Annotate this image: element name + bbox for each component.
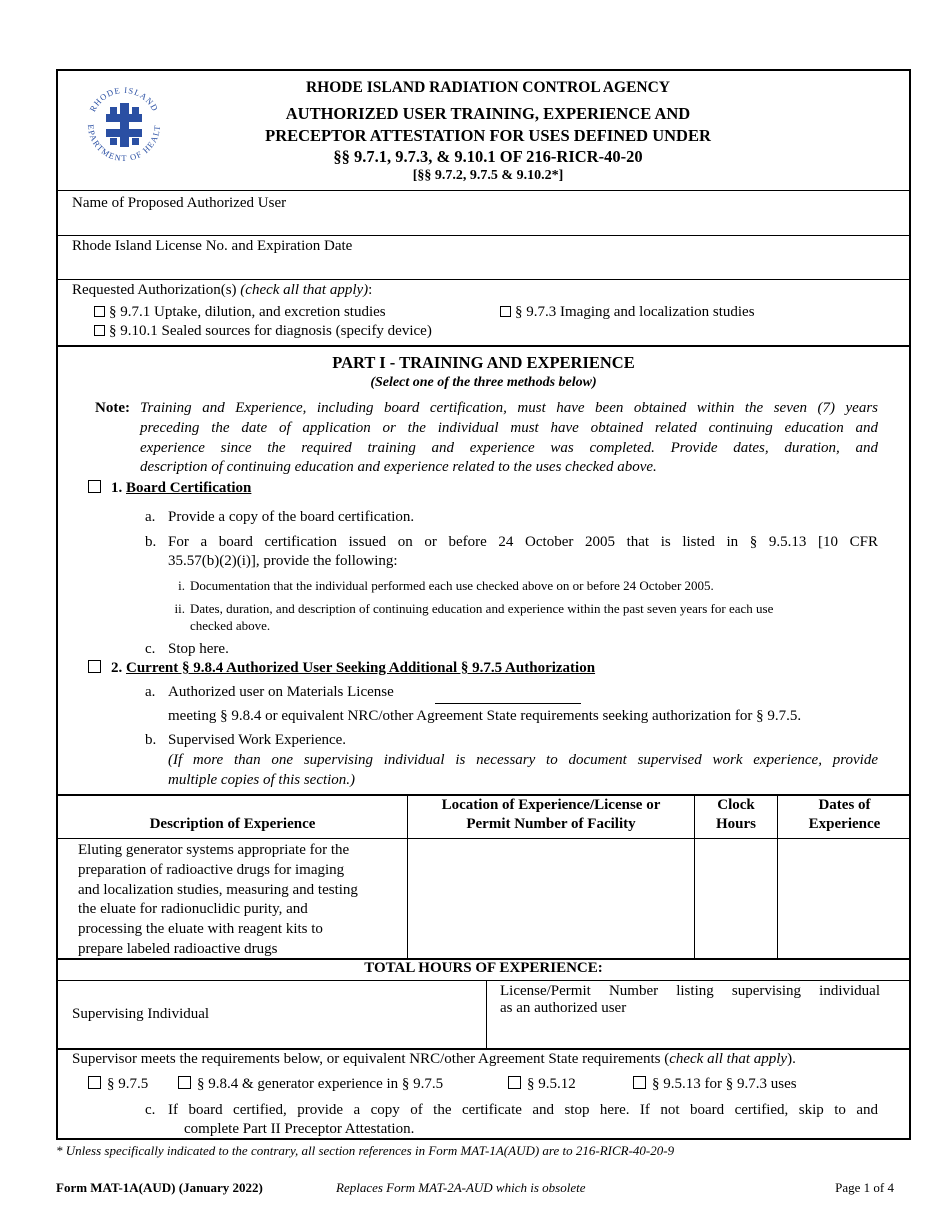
note-line-2: preceding the date of application or the individual must have obtained related continuing education and — [140, 420, 878, 436]
note-label: Note: — [95, 400, 130, 416]
requirement-9-5-13[interactable]: § 9.5.13 for § 9.7.3 uses — [633, 1076, 797, 1093]
checkbox-9-7-3[interactable] — [500, 306, 511, 317]
checkbox-current-authorized-user[interactable] — [88, 660, 101, 673]
form-title-line-4: [§§ 9.7.2, 9.7.5 & 9.10.2*] — [412, 168, 564, 183]
total-hours-label: TOTAL HOURS OF EXPERIENCE: — [364, 960, 603, 976]
m1-b-i-text: Documentation that the individual performed each use checked above on or before 24 October 2005. — [190, 578, 714, 593]
svg-text:RHODE ISLAND: RHODE ISLAND — [87, 84, 161, 114]
department-of-health-seal-icon — [80, 81, 168, 169]
divider — [58, 1048, 909, 1050]
header-location-line-2: Permit Number of Facility — [466, 816, 636, 832]
part-1-subtitle: (Select one of the three methods below) — [370, 375, 597, 390]
m2-b-line-2: (If more than one supervising individual is necessary to document supervised work experience, provide — [168, 752, 878, 768]
checkbox-9-7-1[interactable] — [94, 306, 105, 317]
form-title-line-1: AUTHORIZED USER TRAINING, EXPERIENCE AND — [285, 104, 691, 123]
method-2-title: Current § 9.8.4 Authorized User Seeking Additional § 9.7.5 Authorization — [126, 660, 596, 676]
table-row-divider — [58, 980, 909, 981]
divider — [58, 235, 909, 236]
method-2-current-authorized-user[interactable] — [88, 660, 595, 677]
m2-b-letter: b. — [145, 732, 157, 748]
proposed-user-name-field[interactable] — [60, 216, 907, 234]
experience-line: and localization studies, measuring and testing — [78, 881, 358, 898]
header-clock-hours-line-1: Clock — [717, 797, 755, 813]
header-clock-hours-line-2: Hours — [715, 816, 756, 832]
replaces-note: Replaces Form MAT-2A-AUD which is obsolete — [336, 1180, 586, 1195]
supervisor-c-letter: c. — [145, 1102, 156, 1118]
option-9-7-3[interactable] — [500, 304, 755, 321]
m1-b-i-num: i. — [178, 578, 185, 593]
checkbox-req-9-7-5[interactable] — [88, 1076, 101, 1089]
checkbox-req-9-8-4[interactable] — [178, 1076, 191, 1089]
experience-line: prepare labeled radioactive drugs — [78, 940, 278, 957]
checkbox-req-9-5-12[interactable] — [508, 1076, 521, 1089]
clock-hours-cell[interactable] — [697, 841, 775, 957]
note-line-1: Training and Experience, including board certification, must have been obtained within the seven (7) years — [140, 400, 878, 416]
requirement-9-7-5[interactable]: § 9.7.5 — [88, 1076, 148, 1093]
option-9-7-1[interactable] — [94, 304, 386, 321]
method-1-board-certification[interactable] — [88, 480, 251, 497]
dates-cell[interactable] — [780, 841, 909, 957]
requirement-9-8-4[interactable]: § 9.8.4 & generator experience in § 9.7.5 — [178, 1076, 443, 1093]
checkbox-9-10-1[interactable] — [94, 325, 105, 336]
m2-a-line-2: meeting § 9.8.4 or equivalent NRC/other Agreement State requirements seeking authorization for § 9.7.5. — [168, 708, 802, 724]
page-number: Page 1 of 4 — [835, 1180, 894, 1195]
m1-c-letter: c. — [145, 641, 156, 657]
method-2-number: 2. — [111, 660, 123, 676]
divider — [58, 345, 909, 347]
form-frame — [56, 69, 911, 1140]
form-title-line-2: PRECEPTOR ATTESTATION FOR USES DEFINED UNDER — [265, 126, 711, 145]
supervisor-col-divider — [486, 980, 487, 1048]
m2-b-line-3: multiple copies of this section.) — [168, 772, 356, 788]
agency-name: RHODE ISLAND RADIATION CONTROL AGENCY — [305, 79, 670, 96]
divider — [58, 279, 909, 280]
form-title-line-3: §§ 9.7.1, 9.7.3, & 9.10.1 OF 216-RICR-40-20 — [333, 147, 643, 166]
supervisor-meets-text: Supervisor meets the requirements below, or equivalent NRC/other Agreement State requirements (check all that apply). — [72, 1051, 796, 1067]
header-dates-line-2: Experience — [808, 816, 881, 832]
experience-line: preparation of radioactive drugs for imaging — [78, 861, 345, 878]
supervising-individual-label: Supervising Individual — [72, 1006, 210, 1022]
experience-line: the eluate for radionuclidic purity, and — [78, 901, 308, 918]
header-dates-line-1: Dates of — [818, 797, 871, 813]
m1-c-text: Stop here. — [168, 641, 229, 657]
note-line-3: experience since the required training and experience was completed. Provide dates, duration, and — [140, 440, 878, 456]
form-id: Form MAT-1A(AUD) (January 2022) — [56, 1180, 263, 1195]
location-cell[interactable] — [410, 841, 692, 957]
option-9-10-1[interactable] — [94, 323, 432, 340]
table-header-divider — [58, 838, 909, 839]
method-1-title: Board Certification — [126, 480, 252, 496]
option-9-7-3-label: § 9.7.3 Imaging and localization studies — [515, 304, 755, 320]
divider — [58, 190, 909, 191]
supervisor-c-line-2: complete Part II Preceptor Attestation. — [184, 1121, 415, 1137]
experience-line: Eluting generator systems appropriate for the — [78, 842, 350, 858]
m1-b-letter: b. — [145, 534, 157, 550]
option-9-7-1-label: § 9.7.1 Uptake, dilution, and excretion studies — [109, 304, 386, 320]
m1-b-line-1: For a board certification issued on or before 24 October 2005 that is listed in § 9.5.13 [10 CFR — [168, 534, 878, 550]
checkbox-board-certification[interactable] — [88, 480, 101, 493]
m2-b-line-1: Supervised Work Experience. — [168, 732, 347, 748]
checkbox-req-9-5-13[interactable] — [633, 1076, 646, 1089]
m1-b-ii-line-2: checked above. — [190, 618, 271, 633]
header-location-line-1: Location of Experience/License or — [441, 797, 661, 813]
proposed-user-name-label: Name of Proposed Authorized User — [72, 195, 287, 211]
m1-b-ii-num: ii. — [174, 601, 185, 616]
materials-license-field[interactable] — [435, 685, 581, 704]
m2-a-letter: a. — [145, 684, 156, 700]
m2-a-line-1: Authorized user on Materials License — [168, 684, 394, 700]
supervisor-license-label: License/Permit Number listing supervising individual as an authorized user — [500, 983, 880, 1016]
footnote: * Unless specifically indicated to the contrary, all section references in Form MAT-1A(AUD) are to 216-RICR-40-20-9 — [56, 1143, 675, 1158]
experience-line: processing the eluate with reagent kits to — [78, 921, 323, 938]
requested-authorizations-label: Requested Authorization(s) (check all that apply): — [72, 282, 373, 298]
m1-b-line-2: 35.57(b)(2)(i)], provide the following: — [168, 553, 398, 569]
part-1-title: PART I - TRAINING AND EXPERIENCE — [332, 353, 635, 372]
option-9-10-1-label: § 9.10.1 Sealed sources for diagnosis (specify device) — [109, 323, 432, 339]
table-top-border — [58, 794, 909, 796]
svg-text:DEPARTMENT OF HEALTH: EPARTMENT OF HEALT — [85, 124, 163, 164]
supervisor-c-line-1: If board certified, provide a copy of the certificate and stop here. If not board certified, skip to and — [168, 1102, 878, 1118]
requirement-9-5-12[interactable]: § 9.5.12 — [508, 1076, 576, 1093]
m1-a-text: Provide a copy of the board certification. — [168, 509, 415, 525]
license-number-label: Rhode Island License No. and Expiration Date — [72, 238, 353, 254]
note-line-4: description of continuing education and experience related to the uses checked above. — [140, 459, 657, 475]
experience-description — [78, 841, 358, 960]
m1-a-letter: a. — [145, 509, 156, 525]
m1-b-ii-line-1: Dates, duration, and description of continuing education and experience within the past seven years for each use — [190, 601, 774, 616]
license-number-field[interactable] — [60, 259, 907, 277]
method-1-number: 1. — [111, 480, 123, 496]
header-description: Description of Experience — [149, 816, 316, 832]
